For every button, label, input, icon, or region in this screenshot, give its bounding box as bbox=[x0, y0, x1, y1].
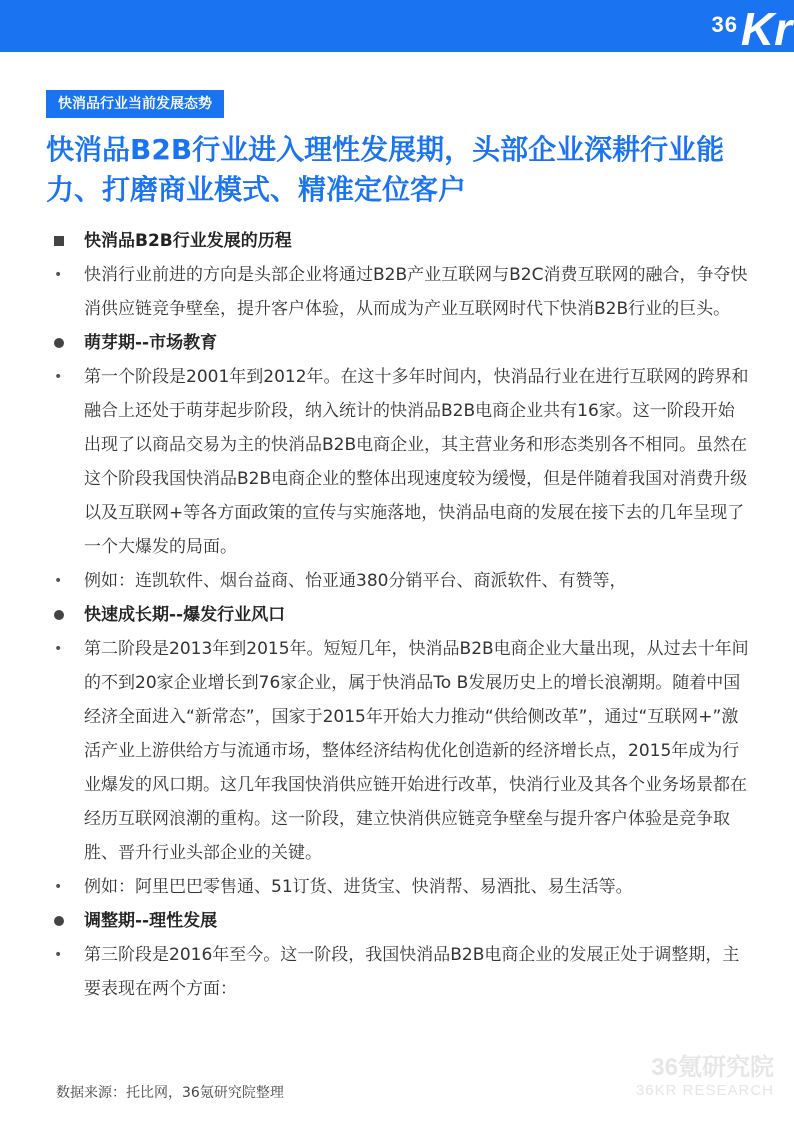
list-item bbox=[50, 564, 750, 598]
list-item-text: 第三阶段是2016年至今。这一阶段，我国快消品B2B电商企业的发展正处于调整期，主要表现在两个方面： bbox=[84, 945, 740, 999]
list-item-text: 第二阶段是2013年到2015年。短短几年，快消品B2B电商企业大量出现，从过去十年间的不到20家企业增长到76家企业，属于快消品To B发展历史上的增长浪潮期。随着中国经济全面进入“新常态”，国家于2015年开始大力推动“供给侧改革”，通过“互联网+”激活产业上游供给方与流通市场，整体经济结构优化创造新的经济增长点，2015年成为行业爆发的风口期。这几年我国快消供应链开始进行改革，快消行业及其各个业务场景都在经历互联网浪潮的重构。这一阶段，建立快消供应链竞争壁垒与提升客户体验是竞争取胜、晋升行业头部企业的关键。 bbox=[84, 639, 749, 863]
list-item bbox=[50, 258, 750, 326]
stage-heading-text: 萌芽期--市场教育 bbox=[84, 333, 218, 353]
list-item-text: 第一个阶段是2001年到2012年。在这十多年时间内，快消品行业在进行互联网的跨界和融合上还处于萌芽起步阶段，纳入统计的快消品B2B电商企业共有16家。这一阶段开始出现了以商品交易为主的快消品B2B电商企业，其主营业务和形态类别各不相同。虽然在这个阶段我国快消品B2B电商企业的整体出现速度较为缓慢，但是伴随着我国对消费升级以及互联网+等各方面政策的宣传与实施落地，快消品电商的发展在接下去的几年呈现了一个大爆发的局面。 bbox=[84, 367, 749, 557]
list-item-text: 快消行业前进的方向是头部企业将通过B2B产业互联网与B2C消费互联网的融合，争夺快消供应链竞争壁垒，提升客户体验，从而成为产业互联网时代下快消B2B行业的巨头。 bbox=[84, 265, 748, 319]
bullet-icon: • bbox=[54, 573, 63, 589]
list-item bbox=[50, 632, 750, 870]
bullet-icon: • bbox=[54, 267, 63, 283]
bullet-icon: • bbox=[54, 369, 63, 385]
watermark-line-2: 36KR RESEARCH bbox=[635, 1082, 774, 1099]
list-item-text: 例如：阿里巴巴零售通、51订货、进货宝、快消帮、易酒批、易生活等。 bbox=[84, 877, 633, 897]
logo-number: 36 bbox=[711, 12, 738, 37]
logo-kr: Kr bbox=[740, 3, 792, 55]
stage-heading bbox=[50, 326, 750, 360]
brand-logo bbox=[694, 0, 794, 55]
watermark-line-1: 36氪研究院 bbox=[651, 1054, 774, 1081]
page-title: 快消品B2B行业进入理性发展期，头部企业深耕行业能力、打磨商业模式、精准定位客户 bbox=[46, 133, 725, 206]
list-heading bbox=[50, 224, 750, 258]
data-source-note: 数据来源：托比网，36氪研究院整理 bbox=[56, 1085, 284, 1101]
stage-heading bbox=[50, 598, 750, 632]
list-item bbox=[50, 870, 750, 904]
list-item bbox=[50, 360, 750, 564]
watermark-logo bbox=[636, 1054, 774, 1100]
bullet-icon: • bbox=[54, 641, 63, 657]
stage-heading bbox=[50, 904, 750, 938]
list-item bbox=[50, 938, 750, 1006]
content-list bbox=[50, 224, 750, 1006]
circle-bullet-icon bbox=[54, 916, 64, 926]
circle-bullet-icon bbox=[54, 338, 64, 348]
circle-bullet-icon bbox=[54, 610, 64, 620]
bullet-icon: • bbox=[54, 947, 63, 963]
list-item-text: 例如：连凯软件、烟台益商、怡亚通380分销平台、商派软件、有赞等， bbox=[84, 571, 627, 591]
stage-heading-text: 快速成长期--爆发行业风口 bbox=[84, 605, 286, 625]
section-tag: 快消品行业当前发展态势 bbox=[46, 90, 224, 118]
stage-heading-text: 调整期--理性发展 bbox=[84, 911, 218, 931]
top-banner bbox=[0, 0, 794, 55]
square-bullet-icon bbox=[54, 236, 64, 246]
list-heading-text: 快消品B2B行业发展的历程 bbox=[84, 231, 292, 251]
bullet-icon: • bbox=[54, 879, 63, 895]
